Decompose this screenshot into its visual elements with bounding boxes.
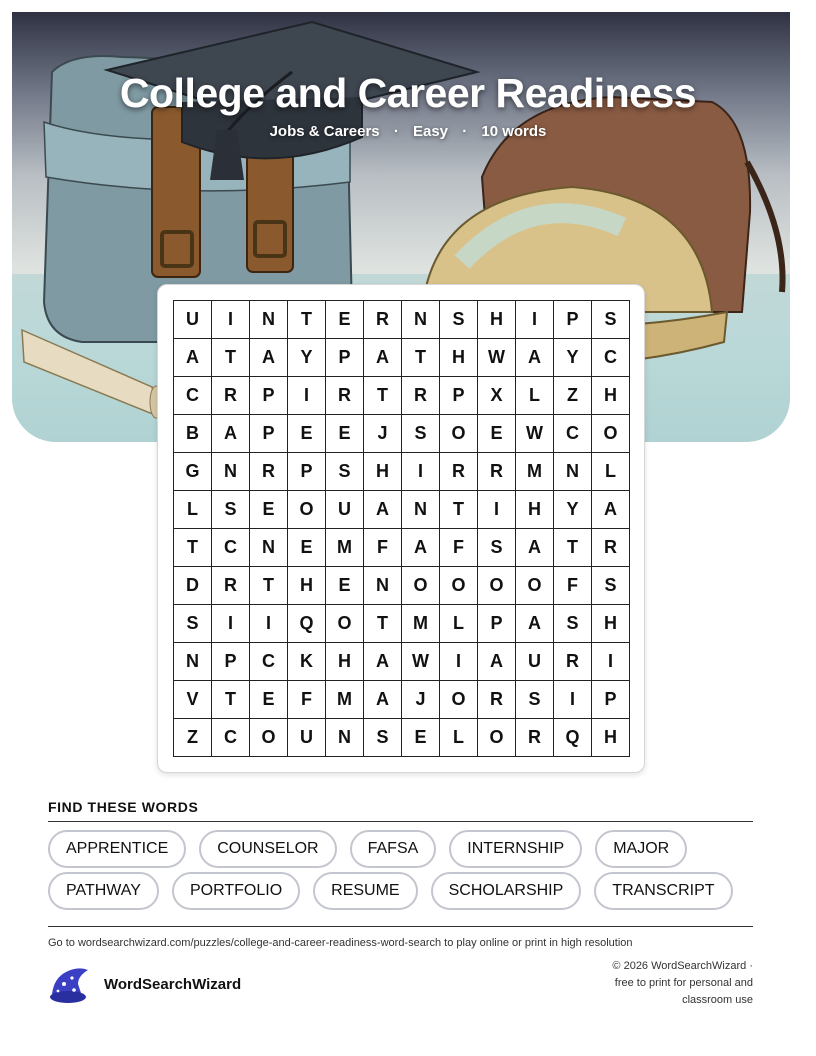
grid-cell[interactable]: P (250, 377, 288, 415)
puzzle-card (157, 284, 645, 773)
grid-cell[interactable]: R (212, 377, 250, 415)
grid-cell[interactable]: M (402, 605, 440, 643)
grid-cell[interactable]: O (288, 491, 326, 529)
grid-cell[interactable]: S (364, 719, 402, 757)
grid-cell[interactable]: Q (288, 605, 326, 643)
grid-cell[interactable]: T (554, 529, 592, 567)
grid-cell[interactable]: D (174, 567, 212, 605)
grid-cell[interactable]: T (250, 567, 288, 605)
grid-cell[interactable]: A (364, 643, 402, 681)
grid-cell[interactable]: F (554, 567, 592, 605)
grid-cell[interactable]: O (440, 681, 478, 719)
grid-cell[interactable]: A (478, 643, 516, 681)
grid-cell[interactable]: A (174, 339, 212, 377)
grid-cell[interactable]: S (326, 453, 364, 491)
grid-cell[interactable]: I (402, 453, 440, 491)
grid-cell[interactable]: S (212, 491, 250, 529)
grid-cell[interactable]: R (440, 453, 478, 491)
grid-cell[interactable]: M (326, 681, 364, 719)
grid-cell[interactable]: T (364, 377, 402, 415)
grid-cell[interactable]: E (288, 415, 326, 453)
grid-cell[interactable]: T (212, 681, 250, 719)
grid-cell[interactable]: E (250, 491, 288, 529)
grid-cell[interactable]: A (592, 491, 630, 529)
grid-cell[interactable]: S (478, 529, 516, 567)
wizard-hat-icon (48, 964, 92, 1004)
grid-cell[interactable]: S (402, 415, 440, 453)
word-count-label: 10 words (481, 123, 547, 140)
grid-cell[interactable]: R (516, 719, 554, 757)
grid-cell[interactable]: U (174, 301, 212, 339)
grid-cell[interactable]: P (554, 301, 592, 339)
grid-cell[interactable]: S (554, 605, 592, 643)
grid-cell[interactable]: L (592, 453, 630, 491)
grid-cell[interactable]: S (592, 301, 630, 339)
grid-cell[interactable]: W (402, 643, 440, 681)
page-title: College and Career Readiness (119, 70, 697, 116)
grid-cell[interactable]: H (440, 339, 478, 377)
grid-cell[interactable]: Y (554, 491, 592, 529)
grid-cell[interactable]: L (174, 491, 212, 529)
grid-cell[interactable]: N (250, 529, 288, 567)
grid-cell[interactable]: F (440, 529, 478, 567)
grid-cell[interactable]: I (592, 643, 630, 681)
grid-cell[interactable]: H (364, 453, 402, 491)
grid-cell[interactable]: C (212, 529, 250, 567)
grid-cell[interactable]: S (174, 605, 212, 643)
footer-url-text: Go to wordsearchwizard.com/puzzles/college-and-career-readiness-word-search to play online or print in high resolution (48, 937, 633, 949)
grid-cell[interactable]: U (288, 719, 326, 757)
grid-cell[interactable]: A (212, 415, 250, 453)
separator-dot: · (393, 123, 399, 140)
grid-cell[interactable]: P (478, 605, 516, 643)
grid-cell[interactable]: E (402, 719, 440, 757)
grid-cell[interactable]: Q (554, 719, 592, 757)
grid-cell[interactable]: R (250, 453, 288, 491)
category-label: Jobs & Careers (269, 123, 380, 140)
grid-cell[interactable]: T (440, 491, 478, 529)
grid-cell[interactable]: N (364, 567, 402, 605)
grid-cell[interactable]: P (592, 681, 630, 719)
copyright-line: free to print for personal and (614, 977, 753, 989)
copyright-line: classroom use (682, 994, 753, 1006)
grid-cell[interactable]: O (440, 415, 478, 453)
grid-cell[interactable]: I (554, 681, 592, 719)
grid-cell[interactable]: J (364, 415, 402, 453)
grid-cell[interactable]: E (250, 681, 288, 719)
grid-cell[interactable]: O (516, 567, 554, 605)
grid-cell[interactable]: T (364, 605, 402, 643)
grid-cell[interactable]: N (554, 453, 592, 491)
grid-cell[interactable]: G (174, 453, 212, 491)
grid-cell[interactable]: E (326, 301, 364, 339)
grid-cell[interactable]: F (288, 681, 326, 719)
grid-cell[interactable]: P (440, 377, 478, 415)
grid-cell[interactable]: T (288, 301, 326, 339)
grid-cell[interactable]: R (326, 377, 364, 415)
grid-cell[interactable]: C (250, 643, 288, 681)
copyright-text (563, 958, 753, 1009)
grid-cell[interactable]: V (174, 681, 212, 719)
grid-cell[interactable]: E (478, 415, 516, 453)
grid-cell[interactable]: Y (288, 339, 326, 377)
grid-cell[interactable]: R (212, 567, 250, 605)
grid-cell[interactable]: A (250, 339, 288, 377)
grid-cell[interactable]: B (174, 415, 212, 453)
grid-cell[interactable]: S (440, 301, 478, 339)
letter-grid (173, 300, 630, 757)
grid-cell[interactable]: A (516, 339, 554, 377)
grid-cell[interactable]: A (364, 491, 402, 529)
grid-cell[interactable]: Z (174, 719, 212, 757)
grid-cell[interactable]: C (174, 377, 212, 415)
grid-cell[interactable]: R (478, 453, 516, 491)
grid-cell[interactable]: U (516, 643, 554, 681)
grid-cell[interactable]: N (326, 719, 364, 757)
grid-cell[interactable]: A (364, 681, 402, 719)
word-list (48, 830, 768, 914)
grid-cell[interactable]: A (516, 605, 554, 643)
grid-cell[interactable]: P (212, 643, 250, 681)
grid-cell[interactable]: H (288, 567, 326, 605)
word-chip: PATHWAY (48, 872, 159, 910)
grid-cell[interactable]: H (326, 643, 364, 681)
divider (48, 926, 753, 927)
word-chip: PORTFOLIO (172, 872, 300, 910)
grid-cell[interactable]: N (212, 453, 250, 491)
word-chip: SCHOLARSHIP (431, 872, 582, 910)
grid-cell[interactable]: I (440, 643, 478, 681)
grid-cell[interactable]: O (440, 567, 478, 605)
divider (48, 821, 753, 822)
grid-cell[interactable]: H (478, 301, 516, 339)
grid-cell[interactable]: H (592, 377, 630, 415)
grid-cell[interactable]: L (440, 719, 478, 757)
grid-cell[interactable]: T (402, 339, 440, 377)
brand (48, 964, 241, 1004)
grid-cell[interactable]: U (326, 491, 364, 529)
grid-cell[interactable]: I (478, 491, 516, 529)
grid-cell[interactable]: E (326, 567, 364, 605)
word-chip: APPRENTICE (48, 830, 186, 868)
grid-cell[interactable]: J (402, 681, 440, 719)
grid-cell[interactable]: H (592, 605, 630, 643)
word-chip: MAJOR (595, 830, 687, 868)
grid-cell[interactable]: O (478, 719, 516, 757)
grid-cell[interactable]: C (554, 415, 592, 453)
grid-cell[interactable]: C (212, 719, 250, 757)
grid-cell[interactable]: E (288, 529, 326, 567)
grid-cell[interactable]: O (326, 605, 364, 643)
grid-cell[interactable]: X (478, 377, 516, 415)
grid-cell[interactable]: L (516, 377, 554, 415)
grid-cell[interactable]: R (478, 681, 516, 719)
grid-cell[interactable]: I (516, 301, 554, 339)
grid-cell[interactable]: O (592, 415, 630, 453)
grid-cell[interactable]: Y (554, 339, 592, 377)
grid-cell[interactable]: R (554, 643, 592, 681)
grid-cell[interactable]: N (402, 491, 440, 529)
grid-cell[interactable]: A (364, 339, 402, 377)
grid-cell[interactable]: T (212, 339, 250, 377)
grid-cell[interactable]: A (516, 529, 554, 567)
grid-cell[interactable]: N (402, 301, 440, 339)
brand-name: WordSearchWizard (104, 975, 242, 993)
word-chip: RESUME (313, 872, 417, 910)
grid-cell[interactable]: H (516, 491, 554, 529)
grid-cell[interactable]: O (402, 567, 440, 605)
grid-cell[interactable]: Z (554, 377, 592, 415)
grid-cell[interactable]: M (326, 529, 364, 567)
grid-cell[interactable]: F (364, 529, 402, 567)
grid-cell[interactable]: N (174, 643, 212, 681)
grid-cell[interactable]: C (592, 339, 630, 377)
grid-cell[interactable]: R (592, 529, 630, 567)
grid-cell[interactable]: P (326, 339, 364, 377)
word-chip: TRANSCRIPT (594, 872, 732, 910)
grid-cell[interactable]: R (364, 301, 402, 339)
grid-cell[interactable]: M (516, 453, 554, 491)
grid-cell[interactable]: O (478, 567, 516, 605)
copyright-line: © 2026 WordSearchWizard · (612, 960, 753, 972)
grid-cell[interactable]: I (212, 605, 250, 643)
grid-cell[interactable]: I (250, 605, 288, 643)
grid-cell[interactable]: I (212, 301, 250, 339)
grid-cell[interactable]: W (478, 339, 516, 377)
grid-cell[interactable]: S (592, 567, 630, 605)
word-chip: INTERNSHIP (449, 830, 582, 868)
grid-cell[interactable]: L (440, 605, 478, 643)
grid-cell[interactable]: T (174, 529, 212, 567)
grid-cell[interactable]: I (288, 377, 326, 415)
grid-cell[interactable]: O (250, 719, 288, 757)
grid-cell[interactable]: S (516, 681, 554, 719)
word-row (48, 872, 768, 910)
grid-cell[interactable]: H (592, 719, 630, 757)
grid-cell[interactable]: W (516, 415, 554, 453)
grid-cell[interactable]: E (326, 415, 364, 453)
grid-cell[interactable]: K (288, 643, 326, 681)
word-chip: FAFSA (350, 830, 437, 868)
grid-cell[interactable]: A (402, 529, 440, 567)
grid-cell[interactable]: N (250, 301, 288, 339)
grid-cell[interactable]: R (402, 377, 440, 415)
word-row (48, 830, 768, 868)
puzzle-meta (0, 123, 816, 140)
word-list-heading: FIND THESE WORDS (48, 799, 199, 815)
difficulty-label: Easy (412, 123, 449, 140)
separator-dot: · (462, 123, 468, 140)
word-chip: COUNSELOR (199, 830, 336, 868)
grid-cell[interactable]: P (250, 415, 288, 453)
grid-cell[interactable]: P (288, 453, 326, 491)
